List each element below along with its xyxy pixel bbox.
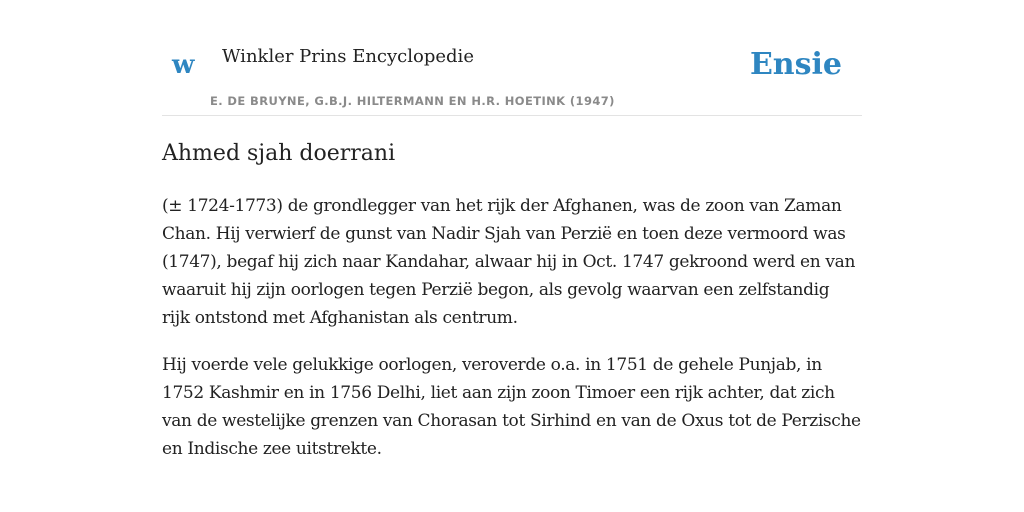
article-paragraph: Hij voerde vele gelukkige oorlogen, veroverde o.a. in 1751 de gehele Punjab, in 1752 Kashmir en in 1756 Delhi, liet aan zijn zoon Timoer een rijk achter, dat zich van de westelijke grenzen van Chorasan tot Sirhind en van de Oxus tot de Perzische en Indische zee uitstrekte. xyxy=(162,355,861,459)
article-paragraph: (± 1724-1773) de grondlegger van het rijk der Afghanen, was de zoon van Zaman Chan. Hij verwierf de gunst van Nadir Sjah van Perzië en toen deze vermoord was (1747), begaf hij zich naar Kandahar, alwaar hij in Oct. 1747 gekroond werd en van waaruit hij zijn oorlogen tegen Perzië begon, als gevolg waarvan een zelfstandig rijk ontstond met Afghanistan als centrum. xyxy=(162,196,856,328)
publication-logo[interactable]: w xyxy=(172,50,195,80)
publication-authors: E. DE BRUYNE, G.B.J. HILTERMANN EN H.R. HOETINK (1947) xyxy=(210,94,615,108)
header xyxy=(162,40,862,116)
ensie-logo-link[interactable]: Ensie xyxy=(749,47,842,82)
publication-title[interactable]: Winkler Prins Encyclopedie xyxy=(222,46,474,67)
article xyxy=(162,138,862,482)
article-title: Ahmed sjah doerrani xyxy=(162,141,396,166)
